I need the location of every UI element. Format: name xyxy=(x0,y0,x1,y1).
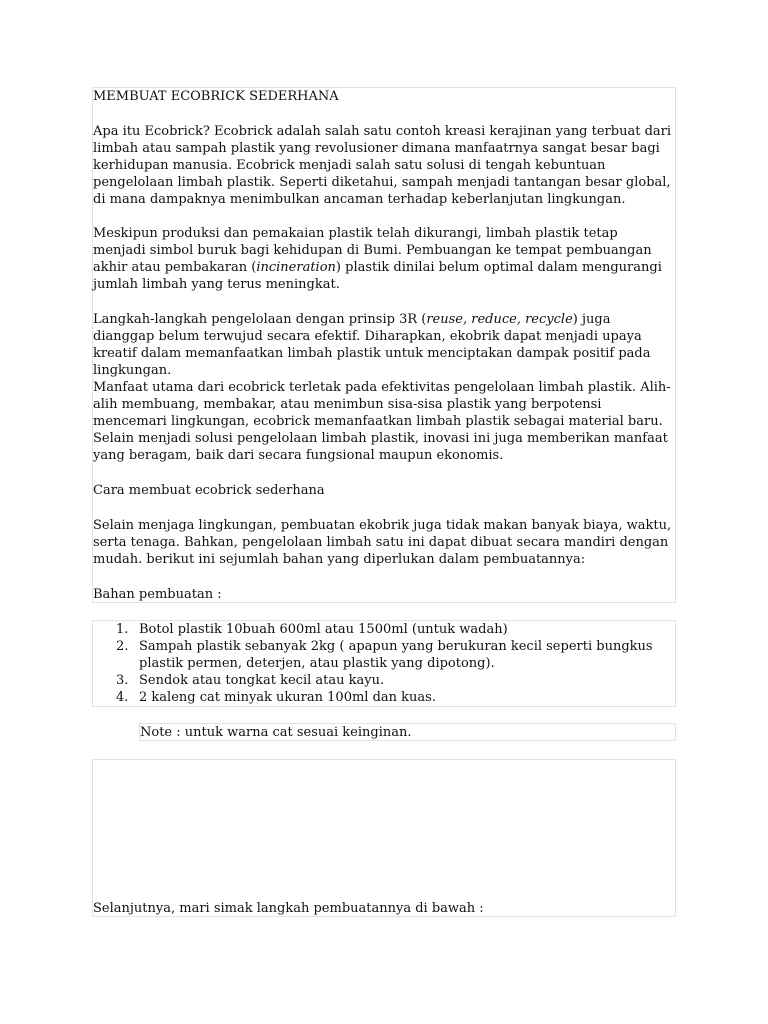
materials-list xyxy=(116,621,676,706)
paragraph-text: ) plastik dinilai belum optimal dalam mengurangi jumlah limbah yang terus meningkat. xyxy=(93,260,662,292)
paragraph-plastic-waste xyxy=(93,225,673,293)
list-number: 2. xyxy=(116,639,129,654)
paragraph-3r-principle xyxy=(93,311,673,379)
italic-term: incineration xyxy=(256,260,336,275)
list-item-text: Botol plastik 10buah 600ml atau 1500ml (untuk wadah) xyxy=(139,622,508,637)
list-item-text: Sampah plastik sebanyak 2kg ( apapun yang berukuran kecil seperti bungkus plastik permen, deterjen, atau plastik yang dipotong). xyxy=(139,639,653,671)
materials-heading: Bahan pembuatan : xyxy=(93,587,222,602)
paragraph-what-is-ecobrick: Apa itu Ecobrick? Ecobrick adalah salah satu contoh kreasi kerajinan yang terbuat dari limbah atau sampah plastik yang revolusioner dimana manfaatrnya sangat besar bagi kerhidupan manusia. Ecobrick menjadi salah satu solusi di tengah kebuntuan pengelolaan limbah plastik. Seperti diketahui, sampah menjadi tantangan besar global, di mana dampaknya menimbulkan ancaman terhadap keberlanjutan lingkungan. xyxy=(93,124,672,207)
image-placeholder-frame xyxy=(92,759,676,917)
list-number: 3. xyxy=(116,673,129,688)
italic-term: reuse, reduce, recycle xyxy=(426,312,573,327)
closing-text: Selanjutnya, mari simak langkah pembuatannya di bawah : xyxy=(93,901,484,916)
document-title: MEMBUAT ECOBRICK SEDERHANA xyxy=(93,89,339,104)
paragraph-text: ) juga dianggap belum terwujud secara efektif. Diharapkan, ekobrik dapat menjadi upaya kreatif dalam memanfaatkan limbah plastik untuk menciptakan dampak positif pada lingkungan. xyxy=(93,312,651,378)
list-item xyxy=(116,689,676,706)
paragraph-text: Langkah-langkah pengelolaan dengan prinsip 3R ( xyxy=(93,312,427,327)
note-text: Note : untuk warna cat sesuai keinginan. xyxy=(140,725,412,740)
paragraph-text: Meskipun produksi dan pemakaian plastik telah dikurangi, limbah plastik tetap menjadi simbol buruk bagi kehidupan di Bumi. Pembuangan ke tempat pembuangan akhir atau pembakaran ( xyxy=(93,226,652,275)
list-number: 1. xyxy=(116,622,129,637)
list-item xyxy=(116,621,676,638)
subheading: Cara membuat ecobrick sederhana xyxy=(93,483,325,498)
paragraph-cost: Selain menjaga lingkungan, pembuatan ekobrik juga tidak makan banyak biaya, waktu, serta tenaga. Bahkan, pengelolaan limbah satu ini dapat dibuat secara mandiri dengan mudah. berikut ini sejumlah bahan yang diperlukan dalam pembuatannya: xyxy=(93,518,672,567)
paragraph-benefits: Manfaat utama dari ecobrick terletak pada efektivitas pengelolaan limbah plastik. Alih-alih membuang, membakar, atau menimbun sisa-sisa plastik yang berpotensi mencemari lingkungan, ecobrick memanfaatkan limbah plastik sebagai material baru. Selain menjadi solusi pengelolaan limbah plastik, inovasi ini juga memberikan manfaat yang beragam, baik dari secara fungsional maupun ekonomis. xyxy=(93,380,671,463)
list-item-text: Sendok atau tongkat kecil atau kayu. xyxy=(139,673,385,688)
list-number: 4. xyxy=(116,690,129,705)
list-item xyxy=(116,672,676,689)
list-item-text: 2 kaleng cat minyak ukuran 100ml dan kuas. xyxy=(139,690,436,705)
list-item xyxy=(116,638,676,672)
